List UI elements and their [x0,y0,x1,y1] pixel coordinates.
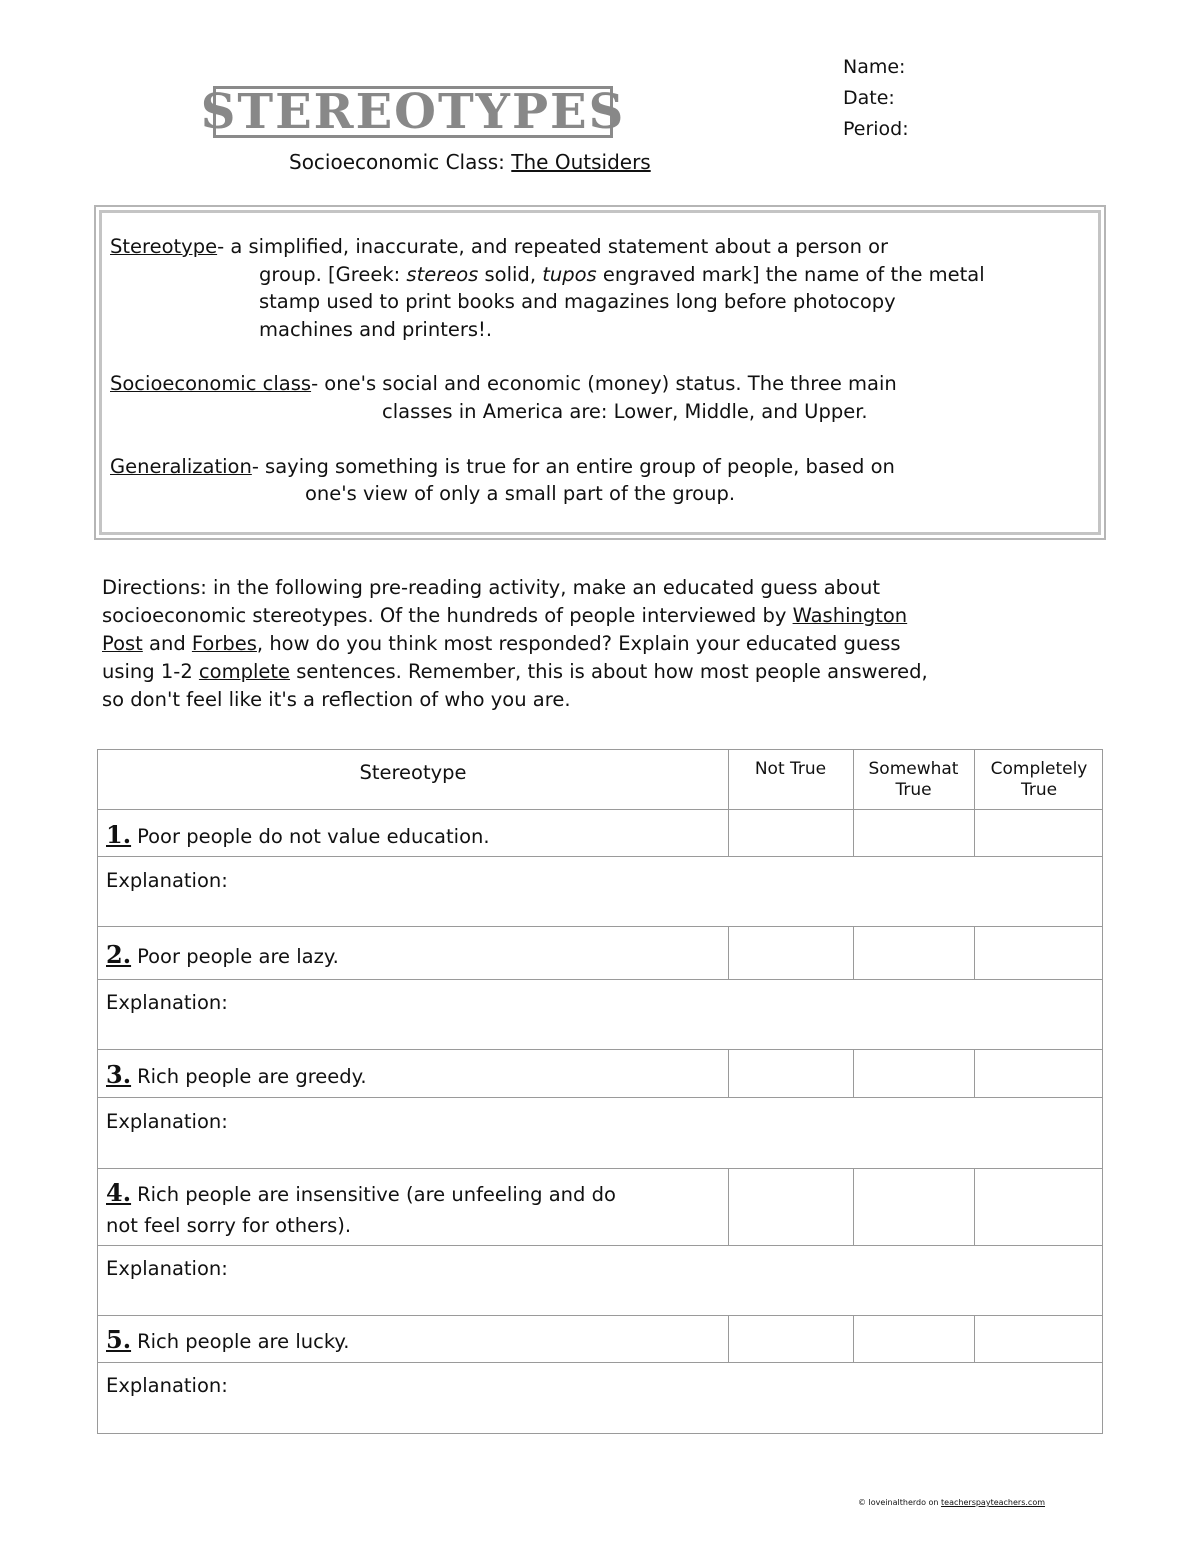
row-2-completely-true-cell[interactable] [975,927,1103,979]
book-title: The Outsiders [511,150,651,174]
directions-line-2: socioeconomic stereotypes. Of the hundreds of people interviewed by Washington [102,604,908,627]
name-field-label: Name: [843,56,906,78]
statement-number: 3. [106,1060,132,1089]
header-completely-true: Completely True [990,759,1088,800]
subtitle-prefix: Socioeconomic Class: [289,150,512,174]
statement-number: 1. [106,820,132,849]
stereotype-statement-1: 1. Poor people do not value education. [106,820,490,849]
explanation-answer-area-4[interactable] [99,1246,1103,1315]
directions-line-1: Directions: in the following pre-reading activity, make an educated guess about [102,576,880,599]
forbes-ref: Forbes [191,632,257,655]
socioeconomic-class-definition-line-1: Socioeconomic class- one's social and economic (money) status. The three main [110,372,897,395]
stereotype-survey-table [97,749,1103,1434]
explanation-answer-area-2[interactable] [99,980,1103,1049]
statement-number: 4. [106,1178,132,1207]
stereotype-statement-3: 3. Rich people are greedy. [106,1060,367,1089]
explanation-answer-area-3[interactable] [99,1098,1103,1168]
row-4-somewhat-true-cell[interactable] [854,1169,973,1245]
row-4-completely-true-cell[interactable] [975,1169,1103,1245]
explanation-answer-area-5[interactable] [99,1363,1103,1433]
generalization-definition-line-2: one's view of only a small part of the group. [305,482,736,505]
student-info-fields [843,52,909,145]
period-field-label: Period: [843,118,909,140]
socioeconomic-class-term: Socioeconomic class [110,372,312,395]
definitions-box [94,205,1106,540]
worksheet-subtitle [289,150,651,174]
row-5-somewhat-true-cell[interactable] [854,1316,973,1362]
row-4-not-true-cell[interactable] [729,1169,852,1245]
explanation-answer-area-1[interactable] [99,857,1103,926]
row-1-completely-true-cell[interactable] [975,810,1103,856]
washington-post-ref: Washington [792,604,908,627]
stereotype-definition-line-1: Stereotype- a simplified, inaccurate, and repeated statement about a person or [110,235,889,258]
directions-paragraph [102,574,928,714]
directions-line-4: using 1-2 complete sentences. Remember, this is about how most people answered, [102,660,928,683]
row-3-not-true-cell[interactable] [729,1050,852,1097]
row-5-completely-true-cell[interactable] [975,1316,1103,1362]
stereotype-term: Stereotype [110,235,218,258]
worksheet-title: STEREOTYPES [200,84,626,140]
generalization-definition-line-1: Generalization- saying something is true for an entire group of people, based on [110,455,895,478]
copyright-footer: © loveinaltherdo on teacherspayteachers.com [858,1498,1046,1507]
date-field-label: Date: [843,87,895,109]
socioeconomic-class-definition-line-2: classes in America are: Lower, Middle, and Upper. [382,400,868,423]
row-1-not-true-cell[interactable] [729,810,852,856]
stereotype-statement-2: 2. Poor people are lazy. [106,940,339,969]
row-1-somewhat-true-cell[interactable] [854,810,973,856]
row-2-not-true-cell[interactable] [729,927,852,979]
row-2-somewhat-true-cell[interactable] [854,927,973,979]
stereotype-statement-4: 4. Rich people are insensitive (are unfeeling and do not feel sorry for others). [106,1178,616,1237]
row-3-somewhat-true-cell[interactable] [854,1050,973,1097]
header-stereotype: Stereotype [359,761,467,784]
row-5-not-true-cell[interactable] [729,1316,852,1362]
generalization-term: Generalization [110,455,252,478]
explanation-label-2: Explanation: [106,991,228,1014]
directions-line-3: Post and Forbes, how do you think most responded? Explain your educated guess [102,632,901,655]
title-stamp [200,84,626,140]
statement-number: 2. [106,940,132,969]
explanation-label-3: Explanation: [106,1110,228,1133]
stereotype-statement-5: 5. Rich people are lucky. [106,1325,350,1354]
footer-link[interactable]: teacherspayteachers.com [941,1498,1046,1507]
directions-line-5: so don't feel like it's a reflection of who you are. [102,688,571,711]
explanation-label-1: Explanation: [106,869,228,892]
stereotype-definition-line-2: group. [Greek: stereos solid, tupos engraved mark] the name of the metal [259,263,985,286]
header-somewhat-true: Somewhat True [868,759,959,800]
stereotype-definition-line-4: machines and printers!. [259,318,493,341]
explanation-label-5: Explanation: [106,1374,228,1397]
header-not-true: Not True [754,759,827,779]
stereotype-definition-line-3: stamp used to print books and magazines long before photocopy [259,290,896,313]
statement-number: 5. [106,1325,132,1354]
explanation-label-4: Explanation: [106,1257,228,1280]
row-3-completely-true-cell[interactable] [975,1050,1103,1097]
